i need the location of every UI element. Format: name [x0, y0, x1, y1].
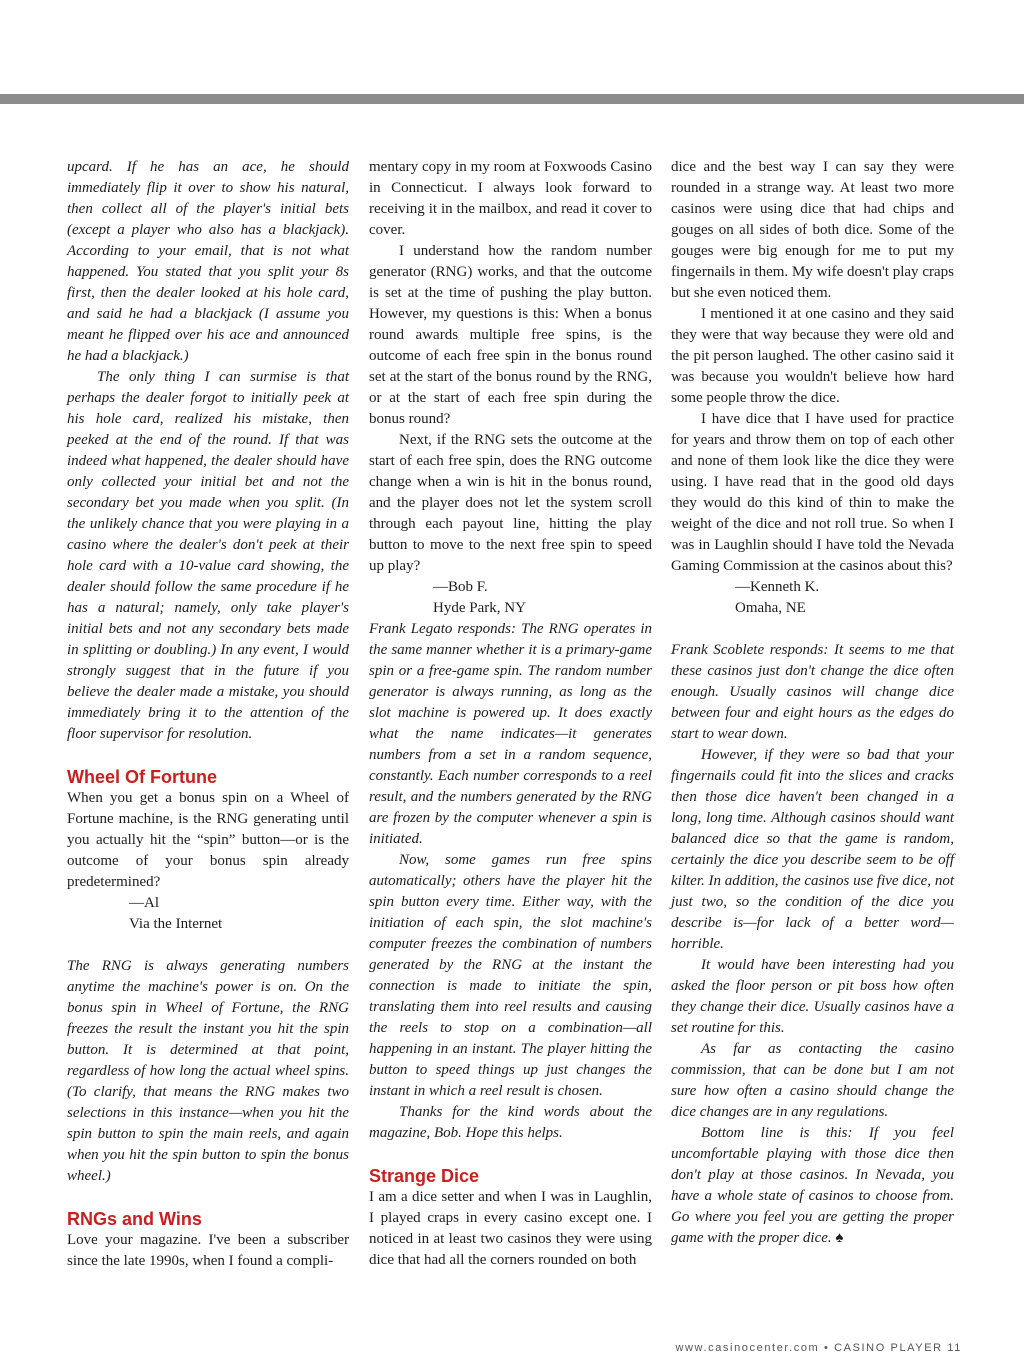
answer-paragraph: As far as contacting the casino commission, that can be done but I am not sure how often a casino should change the dice changes are in any regulations. [671, 1041, 954, 1120]
answer-paragraph: Frank Legato responds: The RNG operates in the same manner whether it is a primary-game spin or a free-game spin. The random number generator is always running, as long as the slot machine is powered up. It does exactly what the name indicates—it generates numbers from a set in a random sequence, constantly. Each number corresponds to a reel result, and the numbers generated by the RNG are frozen by the computer whenever a spin is initiated. [369, 621, 652, 847]
answer-paragraph: However, if they were so bad that your fingernails could fit into the slices and cracks then those dice haven't been changed in a long, long time. Although casinos should want balanced dice so that the game is random, certainly the dice you describe seem to be off kilter. In addition, the casinos use five dice, not just two, so the condition of the dice you describe is—for lack of a better word—horrible. [671, 747, 954, 952]
column-3 [671, 157, 954, 1249]
answer-text: Bottom line is this: If you feel uncomfortable playing with those dice then don't play at those casinos. In Nevada, you have a whole state of casinos to choose from. Go where you feel you are getting the proper game with the proper dice. [671, 1125, 954, 1246]
footer-magazine-title: CASINO PLAYER [834, 1342, 943, 1354]
answer-paragraph: The RNG is always generating numbers anytime the machine's power is on. On the bonus spin in Wheel of Fortune, the RNG freezes the result the instant you hit the spin button. It is determined at that point, regardless of how long the actual wheel spins. (To clarify, that means the RNG makes two selections in this instance—when you hit the spin button to spin the main reels, and again when you hit the spin button to spin the bonus wheel.) [67, 958, 349, 1184]
section-heading-wheel-of-fortune: Wheel Of Fortune [67, 767, 217, 787]
reader-letter: I am a dice setter and when I was in Laughlin, I played craps in every casino except one. I noticed in at least two casinos they were using dice that had all the corners rounded on both [369, 1189, 652, 1268]
letter-signature-place: Hyde Park, NY [433, 600, 526, 616]
answer-paragraph: Now, some games run free spins automatically; others have the player hit the spin button every time. Either way, with the initiation of each spin, the slot machine's computer freezes the combination of numbers generated by the RNG at the instant the connection is made to initiate the spin, translating them into reel results and causing the reels to stop on a combination—all happening in an instant. The player hitting the button to speed things up just changes the instant in which a reel result is chosen. [369, 852, 652, 1099]
page-footer [675, 1342, 962, 1354]
reader-letter: I have dice that I have used for practice for years and throw them on top of each other and none of them look like the dice they were using. I have read that in the good old days they would do this kind of thin to make the weight of the dice and not roll true. So when I was in Laughlin should I have told the Nevada Gaming Commission at the casinos about this? [671, 411, 954, 574]
column-1 [67, 157, 349, 1272]
reader-letter: mentary copy in my room at Foxwoods Casino in Connecticut. I always look forward to receiving it in the mailbox, and read it cover to cover. [369, 159, 652, 238]
reader-letter: I understand how the random number generator (RNG) works, and that the outcome is set at the time of pushing the play button. However, my questions is this: When a bonus round awards multiple free spins, is the outcome of each free spin in the bonus round set at the start of the bonus round by the RNG, or at the start of each free spin during the bonus round? [369, 243, 652, 427]
reader-letter: Next, if the RNG sets the outcome at the start of each free spin, does the RNG outcome change when a win is hit in the bonus round, and the player does not let the system scroll through each payout line, hitting the play button to move to the next free spin to speed up play? [369, 432, 652, 574]
footer-page-number: 11 [947, 1342, 962, 1354]
letter-signature-place: Omaha, NE [735, 600, 806, 616]
answer-paragraph [671, 1123, 954, 1249]
spade-end-icon: ♠ [835, 1230, 844, 1246]
reader-letter: I mentioned it at one casino and they said they were that way because they were old and the pit person laughed. The other casino said it was because you wouldn't believe how hard some people throw the dice. [671, 306, 954, 406]
reader-letter: When you get a bonus spin on a Wheel of Fortune machine, is the RNG generating until you actually hit the “spin” button—or is the outcome of your bonus spin already predetermined? [67, 790, 349, 890]
letter-signature-name: —Bob F. [433, 579, 488, 595]
answer-paragraph: Thanks for the kind words about the magazine, Bob. Hope this helps. [369, 1104, 652, 1141]
section-heading-rngs-and-wins: RNGs and Wins [67, 1209, 202, 1229]
reader-letter: Love your magazine. I've been a subscriber since the late 1990s, when I found a compli- [67, 1232, 349, 1269]
letter-signature-name: —Al [129, 895, 159, 911]
answer-paragraph: Frank Scoblete responds: It seems to me that these casinos just don't change the dice often enough. Usually casinos will change dice between four and eight hours as the edges do start to wear down. [671, 642, 954, 742]
footer-website: www.casinocenter.com [675, 1342, 820, 1354]
answer-paragraph: The only thing I can surmise is that perhaps the dealer forgot to initially peek at his hole card, realized his mistake, then peeked at the end of the round. If that was indeed what happened, the dealer should have only collected your initial bet and not the secondary bet you made when you split. (In the unlikely chance that you were playing in a casino where the dealer's don't peek at their hole card with a 10-value card showing, the dealer should follow the same procedure if he has a natural; namely, only take player's initial bets and not any secondary bets made in splitting or doubling.) In any event, I would strongly suggest that in the future if you believe the dealer made a mistake, you should immediately bring it to the attention of the floor supervisor for resolution. [67, 369, 349, 742]
column-2 [369, 157, 652, 1271]
letter-signature-place: Via the Internet [129, 916, 223, 932]
answer-paragraph: It would have been interesting had you asked the floor person or pit boss how often they change their dice. Usually casinos have a set routine for this. [671, 957, 954, 1036]
section-heading-strange-dice: Strange Dice [369, 1166, 480, 1186]
reader-letter: dice and the best way I can say they were rounded in a strange way. At least two more casinos were using dice that had chips and gouges on all sides of both dice. Some of the gouges were big enough for me to put my fingernails in them. My wife doesn't play craps but she even noticed them. [671, 159, 954, 301]
letter-signature-name: —Kenneth K. [735, 579, 820, 595]
footer-bullet: • [823, 1342, 830, 1354]
answer-paragraph: upcard. If he has an ace, he should immediately flip it over to show his natural, then collect all of the player's initial bets (except a player who also has a blackjack). According to your email, that is not what happened. You stated that you split your 8s first, then the dealer looked at his hole card, and said he had a blackjack (I assume you meant he flipped over his ace and announced he had a blackjack.) [67, 159, 349, 364]
header-rule [0, 94, 1024, 104]
